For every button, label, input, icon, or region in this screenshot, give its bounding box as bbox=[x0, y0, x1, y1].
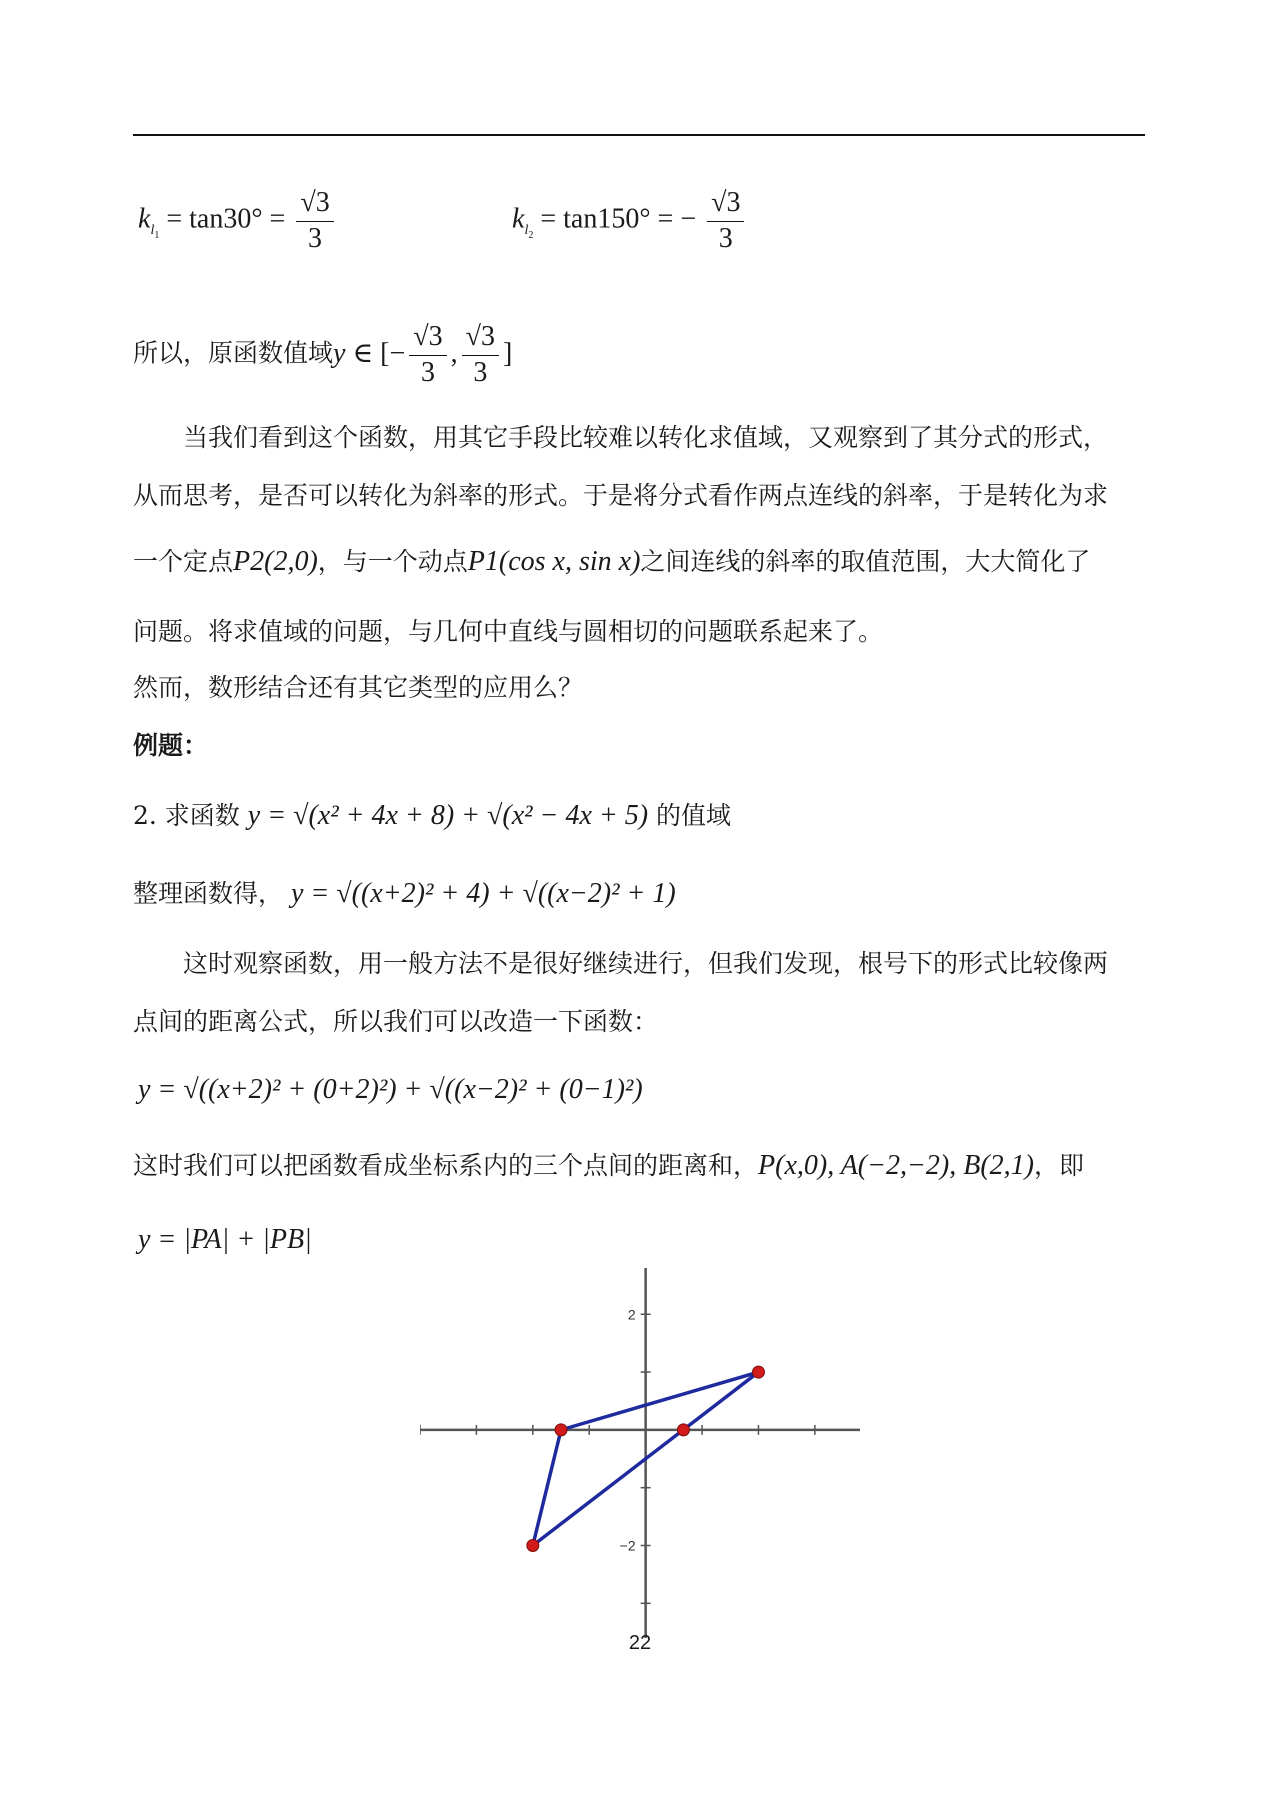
function-formula: y = √(x² + 4x + 8) + √(x² − 4x + 5) bbox=[247, 800, 649, 831]
slope-formula-k1: $k_{l_1} = \tan 30^\circ$ = $\frac{√3}{3}$ bbox=[138, 188, 1147, 255]
paragraph-1-line-4: 问题。将求值域的问题，与几何中直线与圆相切的问题联系起来了。 bbox=[133, 617, 884, 646]
y-tick-label: −2 bbox=[619, 1537, 636, 1554]
p1-text-c: 之间连线的斜率的取值范围，大大简化了 bbox=[640, 547, 1091, 576]
distance-formula: y = √((x+2)² + (0+2)²) + √((x−2)² + (0−1)²) bbox=[138, 1074, 643, 1105]
header-rule bbox=[133, 134, 1145, 136]
p4-suffix: ，即 bbox=[1033, 1151, 1084, 1180]
distance-sum-formula: y = |PA| + |PB| bbox=[138, 1224, 312, 1255]
range-prefix: 所以，原函数值域 bbox=[133, 338, 334, 368]
q2-suffix: 的值域 bbox=[656, 801, 732, 830]
q2-prefix: 2. 求函数 bbox=[133, 801, 240, 830]
range-math: y ∈ [− $\frac{√3}{3}$ , $\frac{√3}{3}$ ] bbox=[333, 321, 513, 388]
simplified-formula: y = √((x+2)² + 4) + √((x−2)² + 1) bbox=[290, 878, 676, 909]
points-formula: P(x,0), A(−2,−2), B(2,1) bbox=[758, 1150, 1034, 1181]
point-p2: P2(2,0) bbox=[233, 546, 318, 577]
paragraph-1-line-3 bbox=[133, 544, 1147, 579]
paragraph-2: 然而，数形结合还有其它类型的应用么？ bbox=[133, 673, 584, 702]
paragraph-4 bbox=[133, 1148, 1147, 1183]
example-heading: 例题： bbox=[133, 731, 209, 760]
p1-text-b: ，与一个动点 bbox=[317, 547, 468, 576]
point-p1: P1(cos x, sin x) bbox=[467, 546, 641, 577]
paragraph-3-line-2: 点间的距离公式，所以我们可以改造一下函数： bbox=[133, 1007, 659, 1036]
page-number: 22 bbox=[628, 1632, 652, 1654]
data-point bbox=[555, 1424, 567, 1436]
simplified-prefix: 整理函数得， bbox=[133, 879, 284, 908]
coordinate-figure bbox=[420, 1268, 860, 1638]
triangle-segment bbox=[561, 1372, 758, 1430]
paragraph-1-line-1: 当我们看到这个函数，用其它手段比较难以转化求值域，又观察到了其分式的形式， bbox=[183, 423, 1109, 452]
p4-prefix: 这时我们可以把函数看成坐标系内的三个点间的距离和， bbox=[133, 1151, 759, 1180]
paragraph-3-line-1: 这时观察函数，用一般方法不是很好继续进行，但我们发现，根号下的形式比较像两 bbox=[183, 949, 1109, 978]
slope-formula-k2: $k_{l_2} = \tan 150^\circ$ = − $\frac{√3}{3}$ bbox=[512, 188, 1147, 255]
p1-text-a: 一个定点 bbox=[133, 547, 234, 576]
data-point bbox=[527, 1540, 539, 1552]
range-line bbox=[133, 322, 1147, 389]
y-tick-label: 2 bbox=[627, 1306, 636, 1323]
data-point bbox=[752, 1366, 764, 1378]
paragraph-1-line-2: 从而思考，是否可以转化为斜率的形式。于是将分式看作两点连线的斜率，于是转化为求 bbox=[133, 481, 1109, 510]
data-point bbox=[677, 1424, 689, 1436]
question-2 bbox=[133, 798, 1147, 833]
simplified-line bbox=[133, 876, 1147, 911]
